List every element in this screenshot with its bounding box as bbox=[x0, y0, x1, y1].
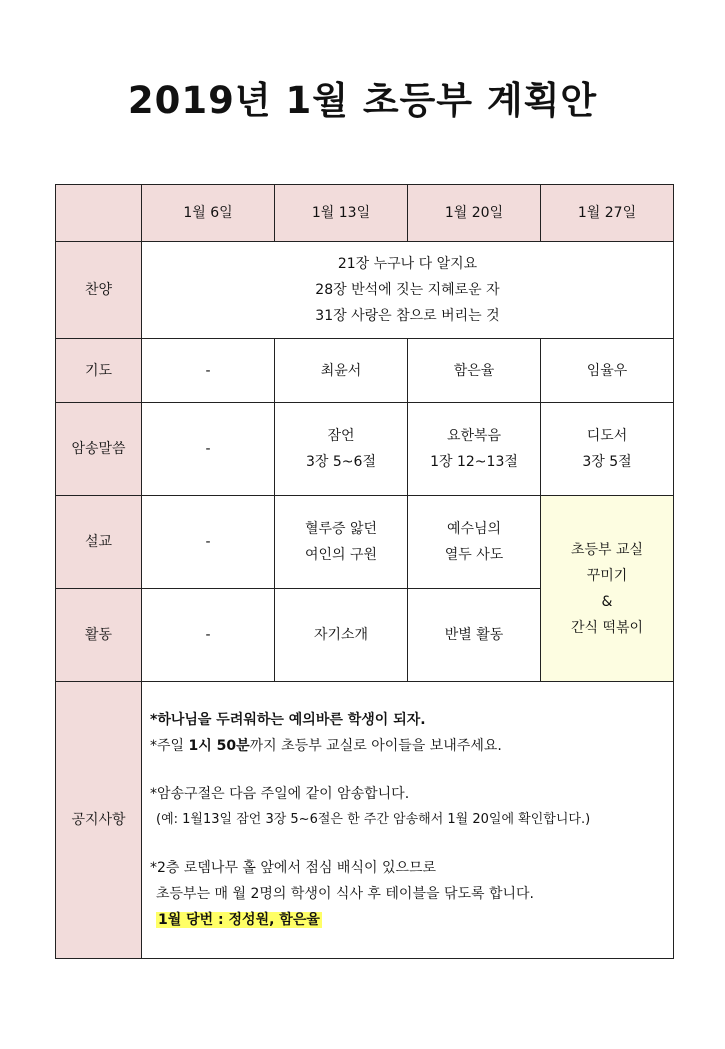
notice-line-1: *하나님을 두려워하는 예의바른 학생이 되자. bbox=[150, 712, 426, 728]
notice-line-5: *2층 로뎀나무 홀 앞에서 점심 배식이 있으므로 bbox=[150, 860, 437, 876]
notice-line-2 bbox=[150, 733, 673, 759]
corner-cell bbox=[56, 185, 142, 242]
prayer-week-2: 최윤서 bbox=[275, 339, 408, 403]
praise-songs bbox=[142, 242, 674, 339]
sermon-week-3 bbox=[408, 496, 541, 589]
notice-line-4: (예: 1월13일 잠언 3장 5~6절은 한 주간 암송해서 1월 20일에 확인합니다.) bbox=[156, 812, 591, 827]
activity-label: 활동 bbox=[56, 589, 142, 682]
memory-verse-label: 암송말씀 bbox=[56, 403, 142, 496]
notice-line-2-prefix: *주일 bbox=[150, 738, 189, 754]
memory-week-3 bbox=[408, 403, 541, 496]
notice-label: 공지사항 bbox=[56, 682, 142, 959]
sermon-week-2-line-2: 여인의 구원 bbox=[304, 547, 378, 563]
praise-song-1: 21장 누구나 다 알지요 bbox=[337, 256, 478, 272]
week-4-event-line-4: 간식 떡볶이 bbox=[570, 619, 644, 636]
week-4-event-line-1: 초등부 교실 bbox=[570, 541, 644, 558]
week-4-event-line-3: & bbox=[601, 593, 613, 610]
praise-song-3: 31장 사랑은 참으로 버리는 것 bbox=[315, 308, 500, 324]
notice-content bbox=[142, 682, 674, 959]
sermon-label: 설교 bbox=[56, 496, 142, 589]
notice-line-2-suffix: 까지 초등부 교실로 아이들을 보내주세요. bbox=[249, 738, 502, 754]
date-header-1: 1월 6일 bbox=[142, 185, 275, 242]
plan-table bbox=[55, 184, 674, 959]
memory-week-1: - bbox=[142, 403, 275, 496]
memory-week-4 bbox=[541, 403, 674, 496]
memory-week-3-book: 요한복음 bbox=[446, 428, 502, 444]
notice-row bbox=[56, 682, 674, 959]
sermon-week-3-line-1: 예수님의 bbox=[446, 521, 502, 537]
activity-week-1: - bbox=[142, 589, 275, 682]
memory-week-4-verse: 3장 5절 bbox=[582, 454, 632, 470]
notice-line-6: 초등부는 매 월 2명의 학생이 식사 후 테이블을 닦도록 합니다. bbox=[156, 886, 534, 902]
week-4-event-line-2: 꾸미기 bbox=[586, 567, 628, 584]
page-title: 2019년 1월 초등부 계획안 bbox=[127, 79, 598, 122]
sermon-week-2-line-1: 혈루증 앓던 bbox=[304, 521, 378, 537]
date-header-3: 1월 20일 bbox=[408, 185, 541, 242]
praise-row bbox=[56, 242, 674, 339]
prayer-week-1: - bbox=[142, 339, 275, 403]
praise-song-2: 28장 반석에 짓는 지혜로운 자 bbox=[315, 282, 500, 298]
sermon-week-2 bbox=[275, 496, 408, 589]
notice-duty-line bbox=[150, 907, 673, 933]
sermon-week-1: - bbox=[142, 496, 275, 589]
notice-line-3: *암송구절은 다음 주일에 같이 암송합니다. bbox=[150, 786, 410, 802]
memory-week-2-book: 잠언 bbox=[327, 428, 355, 444]
week-4-event bbox=[541, 496, 674, 682]
memory-verse-row bbox=[56, 403, 674, 496]
sermon-row bbox=[56, 496, 674, 589]
memory-week-2 bbox=[275, 403, 408, 496]
prayer-label: 기도 bbox=[56, 339, 142, 403]
memory-week-4-book: 디도서 bbox=[586, 428, 628, 444]
prayer-row bbox=[56, 339, 674, 403]
date-header-4: 1월 27일 bbox=[541, 185, 674, 242]
praise-label: 찬양 bbox=[56, 242, 142, 339]
activity-week-2: 자기소개 bbox=[275, 589, 408, 682]
header-row bbox=[56, 185, 674, 242]
sermon-week-3-line-2: 열두 사도 bbox=[444, 547, 504, 563]
memory-week-2-verse: 3장 5~6절 bbox=[306, 454, 376, 470]
prayer-week-4: 임율우 bbox=[541, 339, 674, 403]
prayer-week-3: 함은율 bbox=[408, 339, 541, 403]
activity-week-3: 반별 활동 bbox=[408, 589, 541, 682]
notice-line-2-time: 1시 50분 bbox=[188, 738, 250, 754]
date-header-2: 1월 13일 bbox=[275, 185, 408, 242]
memory-week-3-verse: 1장 12~13절 bbox=[430, 454, 518, 470]
duty-highlight: 1월 당번 : 정성원, 함은율 bbox=[158, 912, 320, 928]
